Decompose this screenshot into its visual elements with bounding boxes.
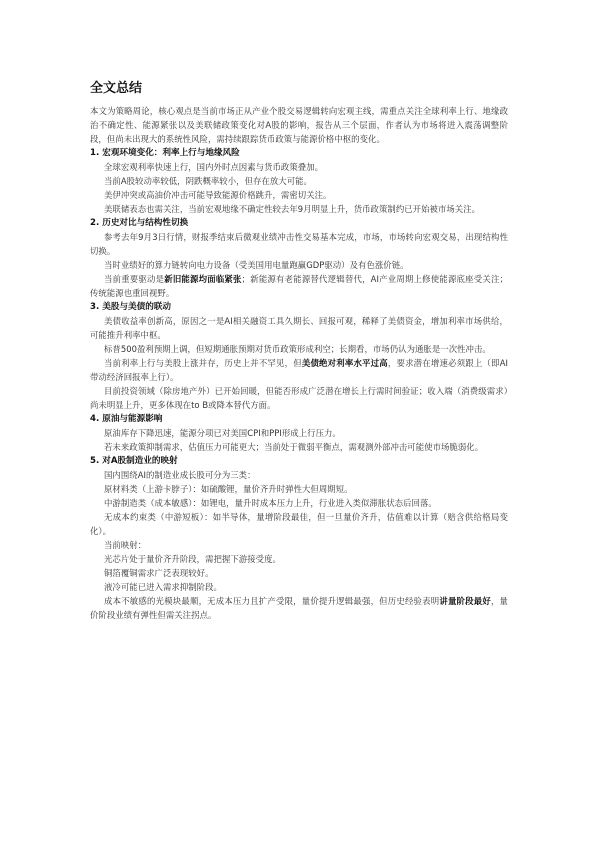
section-paragraph: 目前投资领域（除房地产外）已开始回暖，但能否形成广泛潜在增长上行需时间验证；收入端（消费级需求）尚未明显上升，更多体现在to B或降本替代方面。 bbox=[90, 386, 508, 410]
section-heading: 5. 对A股制造业的映射 bbox=[90, 456, 178, 466]
section-heading: 4. 原油与能源影响 bbox=[90, 414, 163, 424]
paragraph-text: 当前利率上行与美股上涨并存，历史上并不罕见，但 bbox=[104, 358, 302, 368]
paragraph-text: 成本不敏感的光模块最顺，无成本压力且扩产受限，量价提升逻辑最强，但历史经验表明 bbox=[104, 596, 440, 606]
emphasis-text: 美债绝对利率水平过高 bbox=[301, 358, 388, 368]
section-heading: 1. 宏观环境变化：利率上行与地缘风险 bbox=[90, 148, 240, 158]
section-paragraph: 标普500盈利预期上调，但短期通胀预期对货币政策形成利空；长期看，市场仍认为通胀是一次性冲击。 bbox=[104, 344, 491, 354]
section-paragraph bbox=[90, 594, 508, 622]
section-paragraph: 当前A股较动率较低，阴跌概率较小，但存在放大可能。 bbox=[104, 176, 312, 186]
section-paragraph: 当时业绩好的算力链转向电力设备（受美国用电量跑赢GDP驱动）及有色涨价链。 bbox=[104, 260, 409, 270]
section-paragraph: 铜箔覆铜需求广泛表现较好。 bbox=[104, 568, 214, 578]
paragraph-text: ，量价阶段业绩有弹性但需关注拐点。 bbox=[90, 596, 508, 620]
section-paragraph: 美联储表态也需关注，当前宏观地缘不确定性较去年9月明显上升，货币政策制约已开始被市场关注。 bbox=[104, 204, 481, 214]
section-paragraph: 光芯片处于量价齐升阶段，需把握下游接受度。 bbox=[104, 554, 281, 564]
section-paragraph: 若未来政策抑制需求，估值压力可能更大；当前处于微弱平衡点，需观测外部冲击可能使市场脆弱化。 bbox=[104, 442, 484, 452]
emphasis-text: 讲量阶段最好 bbox=[439, 596, 491, 606]
emphasis-text: 新旧能源均面临紧张 bbox=[164, 274, 242, 284]
section-paragraph: 美伊冲突或高油价冲击可能导致能源价格跳升，需密切关注。 bbox=[104, 190, 332, 200]
section-paragraph: 液冷可能已进入需求抑制阶段。 bbox=[104, 582, 222, 592]
paragraph-text: ；新能源有老能源替代逻辑替代，AI产业周期上修使能源底座受关注；传统能源也重回视野。 bbox=[90, 274, 508, 298]
intro-paragraph: 本文为策略周论，核心观点是当前市场正从产业个股交易逻辑转向宏观主线，需重点关注全球利率上行、地缘政治不确定性、能源紧张以及美联储政策变化对A股的影响，报告从三个层面，作者认为市场将进入震荡调整阶段，但尚未出现大的系统性风险，需持续跟踪货币政策与能源价格中枢的变化。 bbox=[90, 106, 508, 144]
document-title: 全文总结 bbox=[90, 81, 143, 96]
document-page bbox=[90, 80, 508, 622]
section-heading: 3. 美股与美债的联动 bbox=[90, 302, 171, 312]
section-paragraph: 原油库存下降迅速，能源分项已对美国CPI和PPI形成上行压力。 bbox=[104, 428, 341, 438]
section-paragraph: 参考去年9月3日行情，财报季结束后微观业绩冲击性交易基本完成，市场，市场转向宏观交易，出现结构性切换。 bbox=[90, 232, 508, 256]
section-paragraph: 原材料类（上游卡脖子）：如硫酸锂，量价齐升时弹性大但周期短。 bbox=[104, 484, 353, 494]
section-paragraph: 国内围绕AI的制造业成长股可分为三类： bbox=[104, 470, 256, 480]
section-paragraph: 美债收益率创新高，原因之一是AI相关融资工具久期长、回报可观，稀释了美债资金，增加利率市场供给，可能推升利率中枢。 bbox=[90, 316, 508, 340]
section-paragraph: 中游制造类（成本敏感）：如锂电，量升时成本压力上升，行业进入类似滞胀状态后回落。 bbox=[104, 498, 437, 508]
section-paragraph: 全球宏观利率快速上行，国内外时点因素与货币政策叠加。 bbox=[104, 162, 324, 172]
section-paragraph: 当前映射： bbox=[104, 540, 147, 550]
section-paragraph: 无成本约束类（中游短板）：如半导体，量增阶段最佳，但一旦量价齐升，估值难以计算（赔含供给格局变化）。 bbox=[90, 512, 508, 536]
paragraph-text: 当前重要驱动是 bbox=[104, 274, 165, 284]
section-paragraph bbox=[90, 272, 508, 300]
section-paragraph bbox=[90, 356, 508, 384]
section-heading: 2. 历史对比与结构性切换 bbox=[90, 218, 189, 228]
paragraph-text: ，要求潜在增速必须跟上（即AI带动经济回报率上行）。 bbox=[90, 358, 508, 382]
sections-container bbox=[90, 146, 508, 622]
